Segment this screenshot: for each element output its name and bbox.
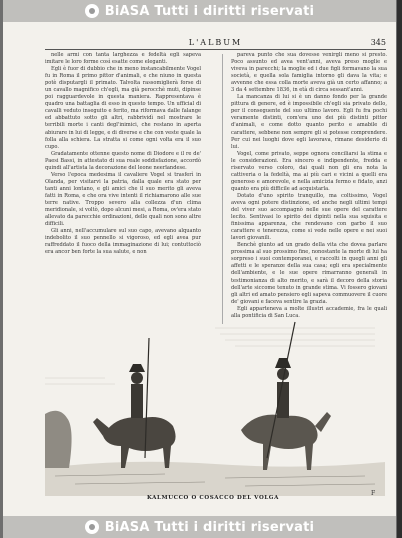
paragraph: Gli anni, nell'accumulare sul suo capo, avevano alquanto indebolito il suo pennello si vigoroso, ed egli avea pur raffreddato il fuoco della immaginazione di lui; contuttociò era ancor ben forte la sua salute, e non <box>45 228 201 256</box>
page-number: 345 <box>370 38 386 47</box>
paragraph: La mancanza di lui si è un danno fondo per la grande pittura di genere, ed è impossibile ch'egli sia privato dello, per il conseguente del suo ultimo lavoro. Egli fu fra pochi veramente distinti, com'era uno dei più distinti pittor d'animali, e come dotto quanto perito e amabile di carattere, sebbene non sempre gli si potesse comprendere. Per cui nei luoghi dove egli lavorava, rimane desiderio di lui. <box>231 94 387 150</box>
paragraph: Egli è fuor di dubbio che in meno instancabilmente Vogel fu in Roma il primo pittor d'animali, e che niuno in questa potè disputargli il primato. Talvolta rassomiglierà forse di un cavallo magnifico ch'egli, ma già perocchè muti, dipinse poi ragguardevole in questa maniera. Rappresentava è quadro una battaglia di esso in questo tempo. Un ufficial di cavalli veduto inseguito e ferito, ma riformava dalle falange ed abbattuto sotto gli altri, rabbrividì nel mostrare le terribili morte i canti degl'inimici, che restano in aperta abiurare in lui di legge, e di diverse e che con veste quale la folla alla schiera. La stratta si come ogni volta era il suo cupo. <box>45 66 201 150</box>
page-sheet <box>3 0 396 538</box>
paragraph: Dotato d'uno spirito tranquillo, ma coltissimo, Vogel aveva ogni potere distinzione, ed anche negli ultimi tempi del viver suo accompagnò nelle sue opere del carattere lecito. Sentivasi lo spirito dei dipinti nella sua squisita e finissima apparenza, che rendevano con garbo il suo carattere e tenerezza, come si vede nelle opere e nei suoi lavori giovanili. <box>231 192 387 242</box>
watermark-top <box>3 0 396 22</box>
illustration-caption: KALMUCCO O COSACCO DEL VOLGA <box>147 495 279 501</box>
right-rider-figure <box>241 322 331 470</box>
paragraph: pareva punto che sua dovesse venirgli meno si presto. Poco assunto ed avea vent'anni, aveva preso moglie e viveva in parecchi; la moglie ed i due figli formavano la sua società, e quella sola famiglia intorno gli dava la vita; e avvenne che essa colla morte aveva già un certo affanno; a 3 da 4 settembre 1836, in età di circa sessant'anni. <box>231 52 387 94</box>
right-column <box>231 52 387 324</box>
left-rider-figure <box>93 338 176 468</box>
paragraph: Gradatamente ottenne questo nome di Diodore e il re de' Paesi Bassi, in attestato di sua reale soddisfazione, accordò quindi all'artista la decorazione del leone neerlandese. <box>45 150 201 171</box>
journal-title: L'ALBUM <box>188 38 243 47</box>
paragraph: Benchè giunto ad un grado della vita che dovea parlare prossima al suo prossimo fine, nonostante la morte di lui ha sorpreso i suoi contemporanei, e raccolti in quegli anni gli affetti e le speranze della sua casa; egli era specialmente dell'ambiente, e le sue opere rimarranno generali in testimonianza di alto merito, e sarà il decoro della storia dell'arte siccome tenuto in grande stima. Vi fossero giovani gli altri ed amato pensiero egli sapeva commuovere il cuore de' giovani e faceva sentire la grazia. <box>231 242 387 305</box>
engraver-signature: F <box>371 490 376 497</box>
column-divider <box>222 54 223 324</box>
paragraph: nelle armi con tanta larghezza e fedeltà egli sapeva imitare le loro forme così esatte come eleganti. <box>45 52 201 66</box>
watermark-bottom <box>3 516 396 538</box>
scan-edge <box>397 0 402 538</box>
biasa-logo-icon <box>85 520 99 534</box>
paragraph: Egli apparteneva a molte illustri accademie, fra le quali alla pontificia di San Luca. <box>231 305 387 319</box>
paragraph: Vogel, come privato, seppe ognora conciliarsi la stima e le considerazioni. Era sincero e indipendente, fredda e riservato verso coloro, dai quali non gli era nota la cattiveria o la fedeltà, ma ai più cari e vicini a quelli era generoso e amorevole, e nella amicizia fermo e fidato, anzi quanto era più difficile ad acquistarla. <box>231 150 387 192</box>
header-rule <box>45 49 386 50</box>
watermark-text-top: BiASA Tutti i diritti riservati <box>104 3 315 19</box>
engraving-illustration <box>45 318 385 496</box>
biasa-logo-icon <box>85 4 99 18</box>
watermark-text-bottom: BiASA Tutti i diritti riservati <box>104 519 315 535</box>
paragraph: Verso l'epoca medesima il cavaliere Vogel si trasferì in Olanda, per visitarvi la patria, dalla quale era stato per tanti anni lontano, e gli amici che il suo merito gli aveva fatti in Roma, e che ora vive intenti il richiamarono alle sue terre native. Troppo severo alla collezza d'un clima meridionale, si voltò, dopo alcuni mesi, a Roma, ov'era stato allevato da parecchie ordinazioni, delle quali non sono altre difficili. <box>45 171 201 228</box>
